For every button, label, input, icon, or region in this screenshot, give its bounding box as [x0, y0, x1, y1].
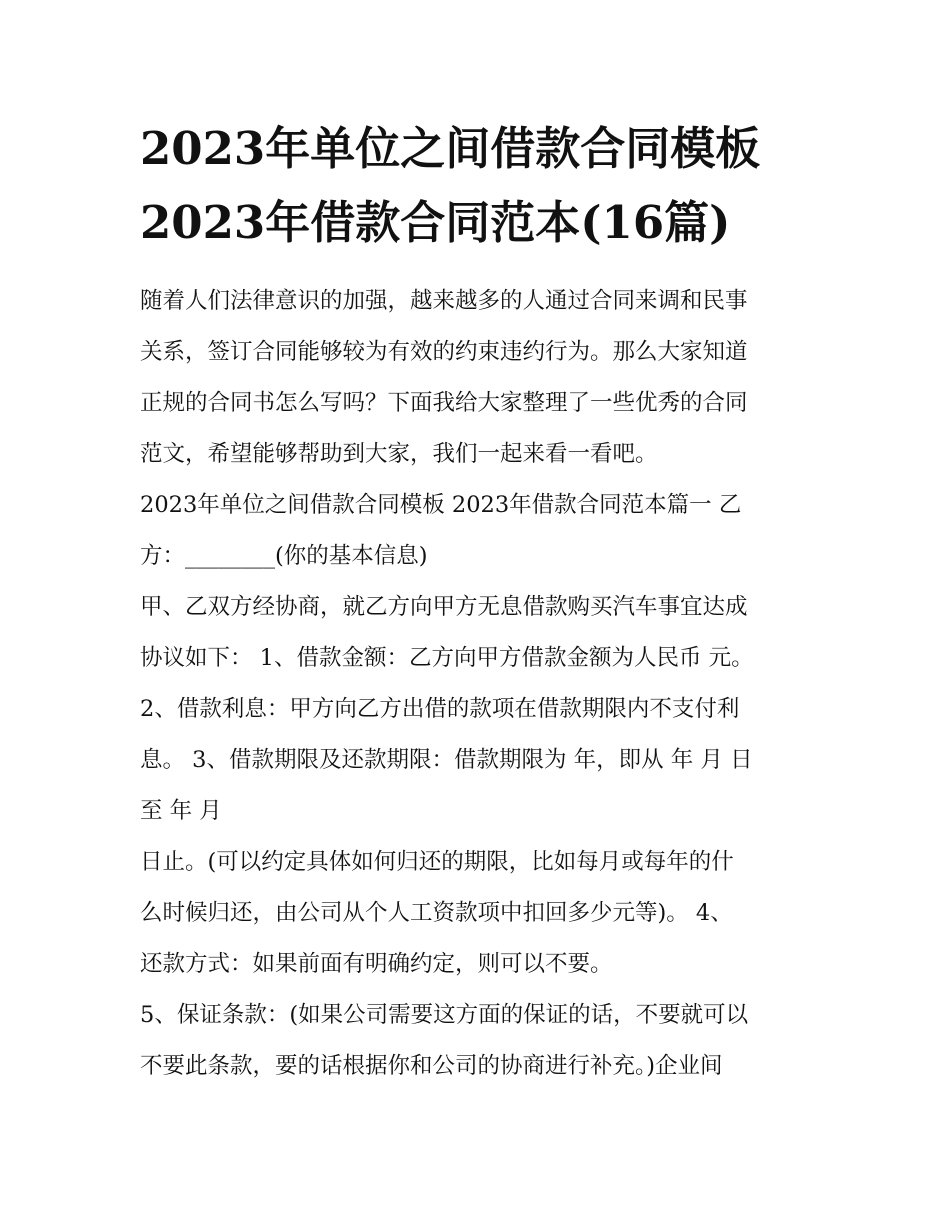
text-line: 正规的合同书怎么写吗？下面我给大家整理了一些优秀的合同 [140, 390, 748, 416]
guarantee-paragraph [140, 990, 816, 1092]
text-line: 方：________(你的基本信息) [140, 543, 428, 569]
repayment-paragraph [140, 837, 816, 990]
text-line: 么时候归还，由公司从个人工资款项中扣回多少元等)。 4、 [140, 900, 733, 926]
document-page [140, 112, 816, 1092]
document-title [140, 112, 816, 260]
terms-paragraph [140, 582, 816, 837]
intro-paragraph [140, 276, 816, 480]
text-line: 随着人们法律意识的加强，越来越多的人通过合同来调和民事 [140, 288, 748, 314]
text-line: 2023年单位之间借款合同模板 2023年借款合同范本篇一 乙 [140, 492, 742, 518]
text-line: 协议如下： 1、借款金额：乙方向甲方借款金额为人民币 元。 [140, 645, 754, 671]
text-line: 不要此条款，要的话根据你和公司的协商进行补充。)企业间 [140, 1053, 723, 1079]
text-line: 还款方式：如果前面有明确约定，则可以不要。 [140, 951, 613, 977]
text-line: 日止。(可以约定具体如何归还的期限，比如每月或每年的什 [140, 849, 734, 875]
text-line: 5、保证条款：(如果公司需要这方面的保证的话，不要就可以 [140, 1002, 749, 1028]
text-line: 至 年 月 [140, 798, 222, 824]
title-line: 2023年单位之间借款合同模板 [140, 122, 761, 175]
text-line: 息。 3、借款期限及还款期限：借款期限为 年，即从 年 月 日 [140, 747, 753, 773]
text-line: 范文，希望能够帮助到大家，我们一起来看一看吧。 [140, 441, 658, 467]
title-line: 2023年借款合同范本(16篇) [140, 196, 731, 249]
text-line: 2、借款利息：甲方向乙方出借的款项在借款期限内不支付利 [140, 696, 740, 722]
text-line: 关系，签订合同能够较为有效的约束违约行为。那么大家知道 [140, 339, 748, 365]
document-body [140, 276, 816, 1092]
text-line: 甲、乙双方经协商，就乙方向甲方无息借款购买汽车事宜达成 [140, 594, 748, 620]
section-heading-paragraph [140, 480, 816, 582]
